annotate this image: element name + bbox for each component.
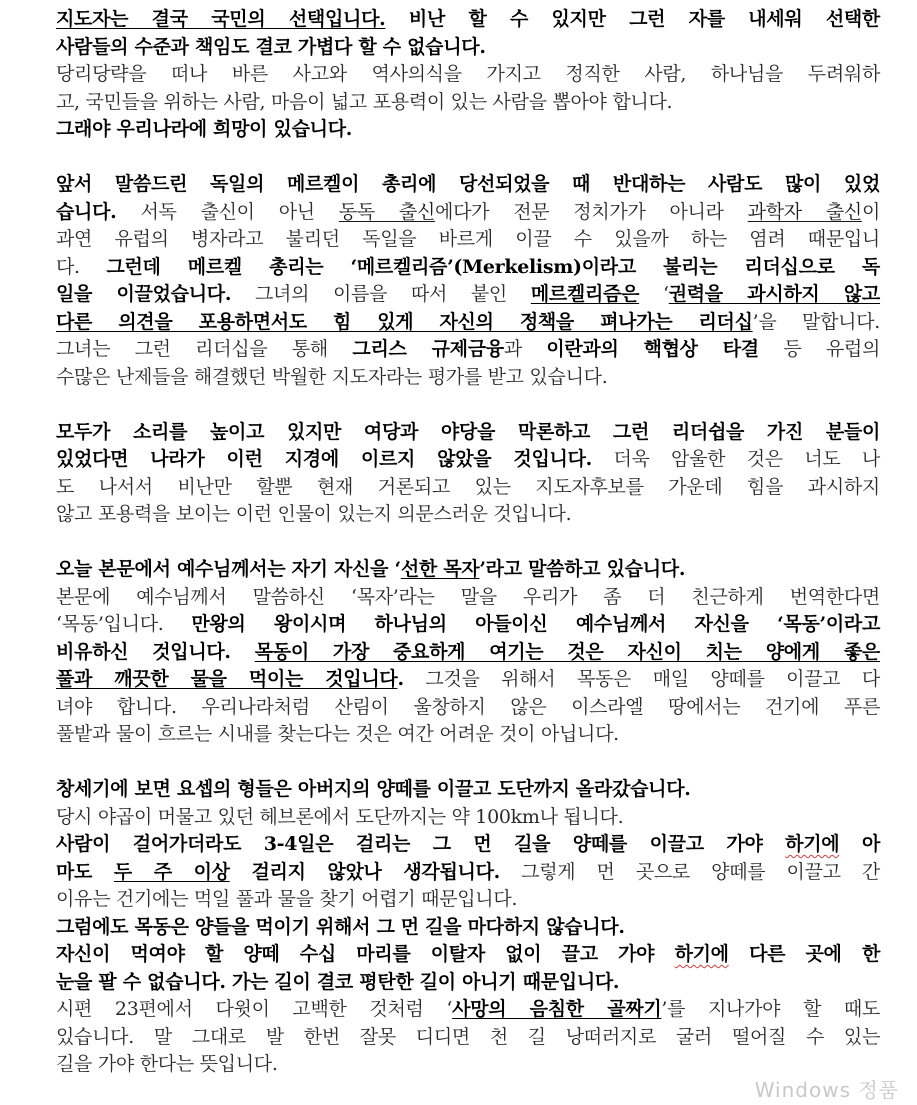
plain-text: 다.: [56, 255, 107, 278]
text-line: [56, 556, 880, 584]
paragraph-gap: [56, 144, 880, 172]
bold-text: 오늘 본문에서 예수님께서는 자기 자신을 ‘: [56, 558, 401, 580]
text-line: 이유는 건기에는 먹일 풀과 물을 찾기 어렵기 때문입니다.: [56, 888, 518, 910]
underlined-phrase: 다른 의견을 포용하면서도 힘 있게 자신의 정책을 펴나가는 리더십: [56, 310, 753, 333]
bold-text: 그리스 규제금융: [352, 338, 504, 360]
text-line: 사람들의 수준과 책임도 결코 가볍다 할 수 없습니다.: [56, 35, 486, 58]
bold-text: 비난 할 수 있지만 그런 자를 내세워 선택한: [385, 8, 880, 30]
text-line: [56, 996, 880, 1024]
paragraph-gap: [56, 529, 880, 557]
plain-text: 그녀는 그런 리더십을 통해: [56, 338, 353, 360]
plain-text: 서독 출신이 아닌: [116, 200, 339, 223]
underlined-phrase: 지도자는 결국 국민의 선택입니다.: [56, 8, 386, 30]
bold-text: 비유하신 것입니다.: [56, 640, 255, 663]
spellcheck-word: 하기에: [674, 943, 729, 965]
plain-text: ‘: [639, 283, 669, 305]
text-line: [56, 309, 880, 337]
text-line: [56, 6, 880, 34]
paragraph-gap: [56, 749, 880, 777]
text-line: [56, 446, 880, 474]
underlined-phrase: 사망의 음침한 골짜기: [452, 998, 662, 1020]
bold-text: .: [397, 668, 404, 690]
text-line: [56, 281, 880, 309]
underlined-phrase: 두 주 이상: [113, 860, 230, 883]
plain-text: ’를 지나가야 할 때도: [661, 998, 880, 1020]
text-line: [56, 666, 880, 694]
plain-text: ‘목동’입니다.: [56, 613, 192, 635]
plain-text: 등 유럽의: [758, 338, 880, 360]
text-line: 당리당략을 떠나 바른 사고와 역사의식을 가지고 정직한 사람, 하나님을 두려워하: [56, 63, 880, 85]
text-line: 고, 국민들을 위하는 사람, 마음이 넓고 포용력이 있는 사람을 뽑아야 합니다.: [56, 90, 673, 113]
bold-text: 아: [839, 833, 880, 855]
paragraph-1: [56, 6, 880, 144]
text-line: [56, 336, 880, 364]
underlined-phrase: 목동이 가장 중요하게 여기는 것은 자신이 치는 양에게 좋은: [254, 640, 880, 663]
text-line: 눈을 팔 수 없습니다. 가는 길이 결코 평탄한 길이 아니기 때문입니다.: [56, 970, 620, 993]
text-line: 앞서 말씀드린 독일의 메르켈이 총리에 당선되었을 때 반대하는 사람도 많이 있었: [56, 173, 880, 195]
text-line: [56, 941, 880, 969]
bold-text: 있었다면 나라가 이런 지경에 이르지 않았을 것입니다.: [56, 448, 592, 470]
text-line: [56, 859, 880, 887]
spellcheck-word: 하기에: [785, 833, 840, 855]
paragraph-2: [56, 171, 880, 391]
text-line: 길을 가야 한다는 뜻입니다.: [56, 1053, 278, 1075]
plain-text: ’을 말합니다.: [752, 310, 880, 333]
plain-text: 이: [861, 200, 880, 223]
plain-text: 그렇게 먼 곳으로 양떼를 이끌고 간: [499, 860, 880, 883]
text-line: [56, 639, 880, 667]
document-body: [56, 6, 880, 1079]
underlined-phrase: 동독 출신: [338, 200, 436, 223]
text-line: 있습니다. 말 그대로 발 한번 잘못 디디면 천 길 낭떠러지로 굴러 떨어질 수 있는: [56, 1025, 880, 1048]
plain-text: 에다가 전문 정치가가 아니라: [435, 200, 748, 223]
paragraph-3: [56, 419, 880, 529]
text-line: 그럼에도 목동은 양들을 먹이기 위해서 그 먼 길을 마다하지 않습니다.: [56, 915, 625, 938]
bold-text: 걸리지 않았나 생각됩니다.: [229, 860, 500, 883]
text-line: 수많은 난제들을 해결했던 박월한 지도자라는 평가를 받고 있습니다.: [56, 365, 608, 388]
text-line: 본문에 예수님께서 말씀하신 ‘목자’라는 말을 우리가 좀 더 친근하게 번역한다면: [56, 585, 880, 608]
plain-text: 그것을 위해서 목동은 매일 양떼를 이끌고 다: [403, 668, 880, 690]
bold-text: 일을 이끌었습니다.: [56, 283, 232, 305]
bold-text: ’라고 말씀하고 있습니다.: [479, 558, 686, 580]
text-line: [56, 254, 880, 282]
text-line: 모두가 소리를 높이고 있지만 여당과 야당을 막론하고 그런 리더쉽을 가진 분들이: [56, 420, 880, 443]
underlined-phrase: 메르켈리즘은: [530, 283, 640, 305]
underlined-phrase: 과학자 출신: [747, 200, 862, 223]
underlined-phrase: 선한 목자: [400, 558, 480, 580]
plain-text: 시편 23편에서 다윗이 고백한 것처럼 ‘: [56, 998, 453, 1020]
text-line: 과연 유럽의 병자라고 불리던 독일을 바르게 이끌 수 있을까 하는 염려 때문입니: [56, 228, 880, 250]
text-line: 당시 야곱이 머물고 있던 헤브론에서 도단까지는 약 100km나 됩니다.: [56, 805, 624, 828]
paragraph-5: [56, 776, 880, 1079]
bold-text: 마도: [56, 860, 114, 883]
bold-text: 이란과의 핵협상 타결: [546, 338, 759, 360]
plain-text: 과: [503, 338, 547, 360]
bold-text: 자신이 먹여야 할 양떼 수십 마리를 이탈자 없이 끌고 가야: [56, 943, 675, 965]
text-line: 않고 포용력을 보이는 이런 인물이 있는지 의문스러운 것입니다.: [56, 503, 572, 525]
bold-text: 사람이 걸어가더라도 3-4일은 걸리는 그 먼 길을 양떼를 이끌고 가야: [56, 833, 786, 855]
underlined-phrase: 풀과 깨끗한 물을 먹이는 것입니다: [56, 668, 398, 690]
text-line: 창세기에 보면 요셉의 형들은 아버지의 양떼를 이끌고 도단까지 올라갔습니다.: [56, 778, 691, 800]
text-line: 그래야 우리나라에 희망이 있습니다.: [56, 118, 353, 140]
text-line: [56, 611, 880, 639]
paragraph-4: [56, 556, 880, 749]
activation-watermark: Windows 정품: [754, 1078, 899, 1102]
bold-text: 습니다.: [56, 200, 117, 223]
text-line: 풀밭과 물이 흐르는 시내를 찾는다는 것은 여간 어려운 것이 아닙니다.: [56, 723, 619, 745]
text-line: [56, 831, 880, 859]
text-line: [56, 199, 880, 227]
bold-text: 만왕의 왕이시며 하나님의 아들이신 예수님께서 자신을 ‘목동’이라고: [191, 613, 880, 635]
bold-text: 그런데 메르켈 총리는 ‘메르켈리즘’(Merkelism)이라고 불리는 리더십으로 독: [106, 255, 880, 278]
text-line: 녀야 합니다. 우리나라처럼 산림이 울창하지 않은 이스라엘 땅에서는 건기에 푸른: [56, 695, 880, 718]
bold-text: 다른 곳에 한: [728, 943, 880, 965]
paragraph-gap: [56, 391, 880, 419]
plain-text: 그녀의 이름을 따서 붙인: [231, 283, 531, 305]
underlined-phrase: 권력을 과시하지 않고: [668, 283, 880, 305]
plain-text: 더욱 암울한 것은 너도 나: [591, 448, 880, 470]
text-line: 도 나서서 비난만 할뿐 현재 거론되고 있는 지도자후보를 가운데 힘을 과시하지: [56, 475, 880, 498]
